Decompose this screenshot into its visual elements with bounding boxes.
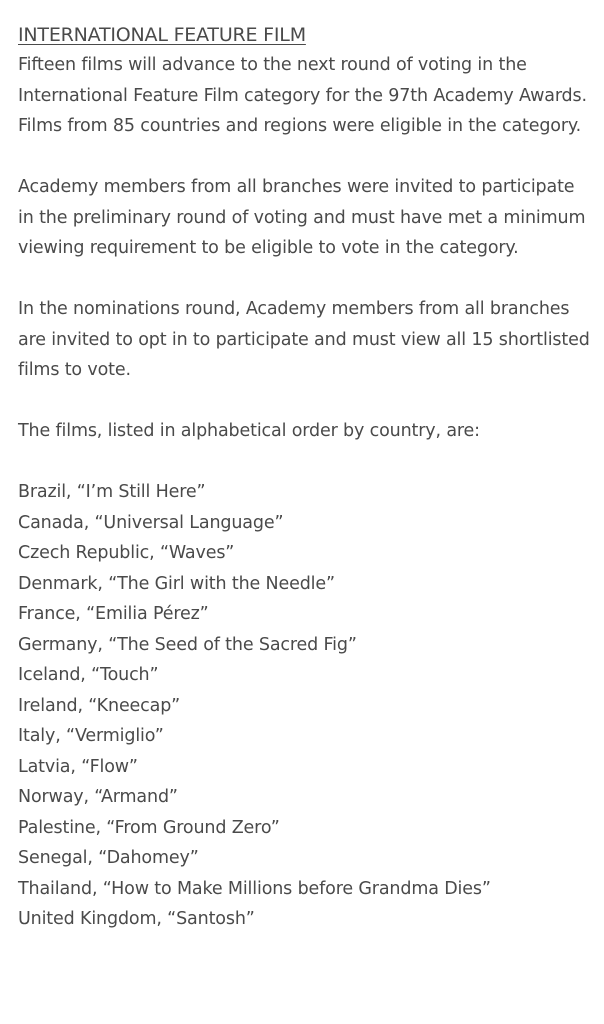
list-item: Ireland, “Kneecap” [18, 695, 181, 716]
list-item: Iceland, “Touch” [18, 665, 159, 685]
list-item: Czech Republic, “Waves” [18, 543, 235, 563]
list-item: Italy, “Vermiglio” [18, 726, 164, 746]
list-item: Thailand, “How to Make Millions before Grandma Dies” [18, 878, 491, 899]
list-item: Norway, “Armand” [18, 787, 178, 807]
paragraph-preliminary-round: Academy members from all branches were invited to participate in the preliminary round of voting and must have met a minimum viewing requirement to be eligible to vote in the category. [18, 177, 586, 258]
document [18, 20, 594, 935]
page-title: INTERNATIONAL FEATURE FILM [18, 24, 306, 46]
list-item: France, “Emilia Pérez” [18, 604, 209, 624]
films-intro: The films, listed in alphabetical order by country, are: [18, 421, 480, 441]
film-list [18, 477, 594, 935]
list-item: Brazil, “I’m Still Here” [18, 482, 206, 502]
list-item: Denmark, “The Girl with the Needle” [18, 573, 335, 594]
list-item: Palestine, “From Ground Zero” [18, 817, 280, 838]
list-item: Latvia, “Flow” [18, 756, 138, 777]
list-item: Canada, “Universal Language” [18, 512, 284, 533]
paragraph-nominations-round: In the nominations round, Academy members from all branches are invited to opt in to participate and must view all 15 shortlisted films to vote. [18, 299, 590, 380]
list-item: United Kingdom, “Santosh” [18, 909, 255, 929]
list-item: Senegal, “Dahomey” [18, 848, 199, 868]
paragraph-advance: Fifteen films will advance to the next round of voting in the International Feature Film category for the 97th Academy Awards. Films from 85 countries and regions were eligible in the category. [18, 55, 587, 136]
list-item: Germany, “The Seed of the Sacred Fig” [18, 634, 357, 655]
